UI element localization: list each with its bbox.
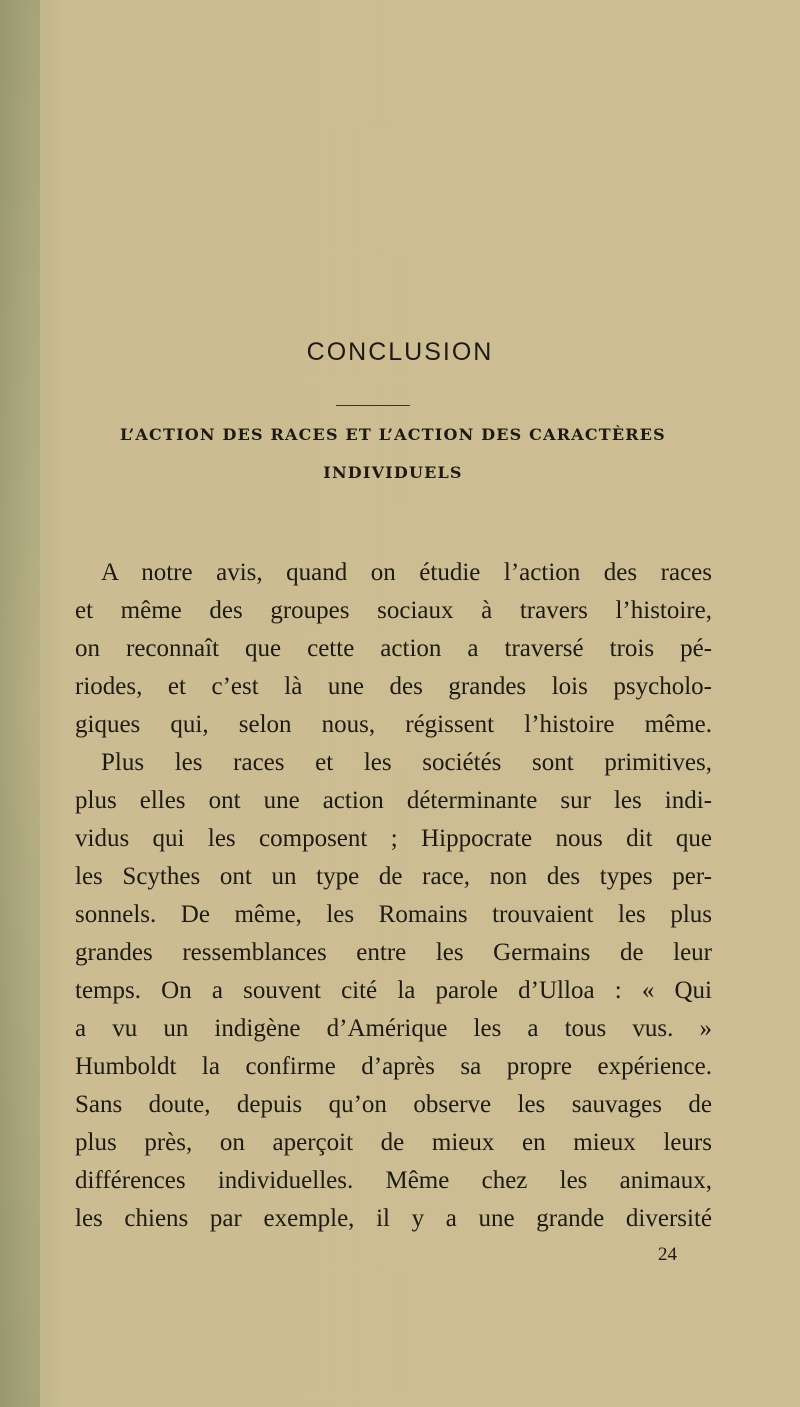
text-line: A notre avis, quand on étudie l’action des races (101, 559, 712, 586)
text-line: a vu un indigène d’Amérique les a tous vus. » (75, 1015, 712, 1042)
text-line: on reconnaît que cette action a traversé trois pé- (75, 635, 712, 662)
text-line: Humboldt la confirme d’après sa propre expérience. (75, 1053, 712, 1080)
text-line: grandes ressemblances entre les Germains de leur (75, 939, 712, 966)
section-subtitle-line-1: L’ACTION DES RACES ET L’ACTION DES CARACTÈRES (120, 425, 666, 444)
text-line: vidus qui les composent ; Hippocrate nous dit que (75, 825, 712, 852)
text-line: différences individuelles. Même chez les animaux, (75, 1167, 712, 1194)
text-line: riodes, et c’est là une des grandes lois psycholo- (75, 673, 712, 700)
page-number: 24 (658, 1244, 677, 1265)
text-line: giques qui, selon nous, régissent l’histoire même. (75, 711, 712, 738)
page-edge-stain (0, 0, 40, 1407)
text-line: les chiens par exemple, il y a une grande diversité (75, 1205, 712, 1232)
title-rule (336, 405, 410, 406)
body-text (75, 554, 712, 1238)
text-line: les Scythes ont un type de race, non des types per- (75, 863, 712, 890)
text-line: plus près, on aperçoit de mieux en mieux leurs (75, 1129, 712, 1156)
text-line: Plus les races et les sociétés sont primitives, (101, 749, 712, 776)
chapter-title: CONCLUSION (306, 338, 494, 366)
text-line: plus elles ont une action déterminante sur les indi- (75, 787, 712, 814)
text-line: Sans doute, depuis qu’on observe les sauvages de (75, 1091, 712, 1118)
section-subtitle-line-2: INDIVIDUELS (323, 463, 463, 482)
text-line: sonnels. De même, les Romains trouvaient les plus (75, 901, 712, 928)
text-line: temps. On a souvent cité la parole d’Ulloa : « Qui (75, 977, 712, 1004)
text-line: et même des groupes sociaux à travers l’histoire, (75, 597, 712, 624)
